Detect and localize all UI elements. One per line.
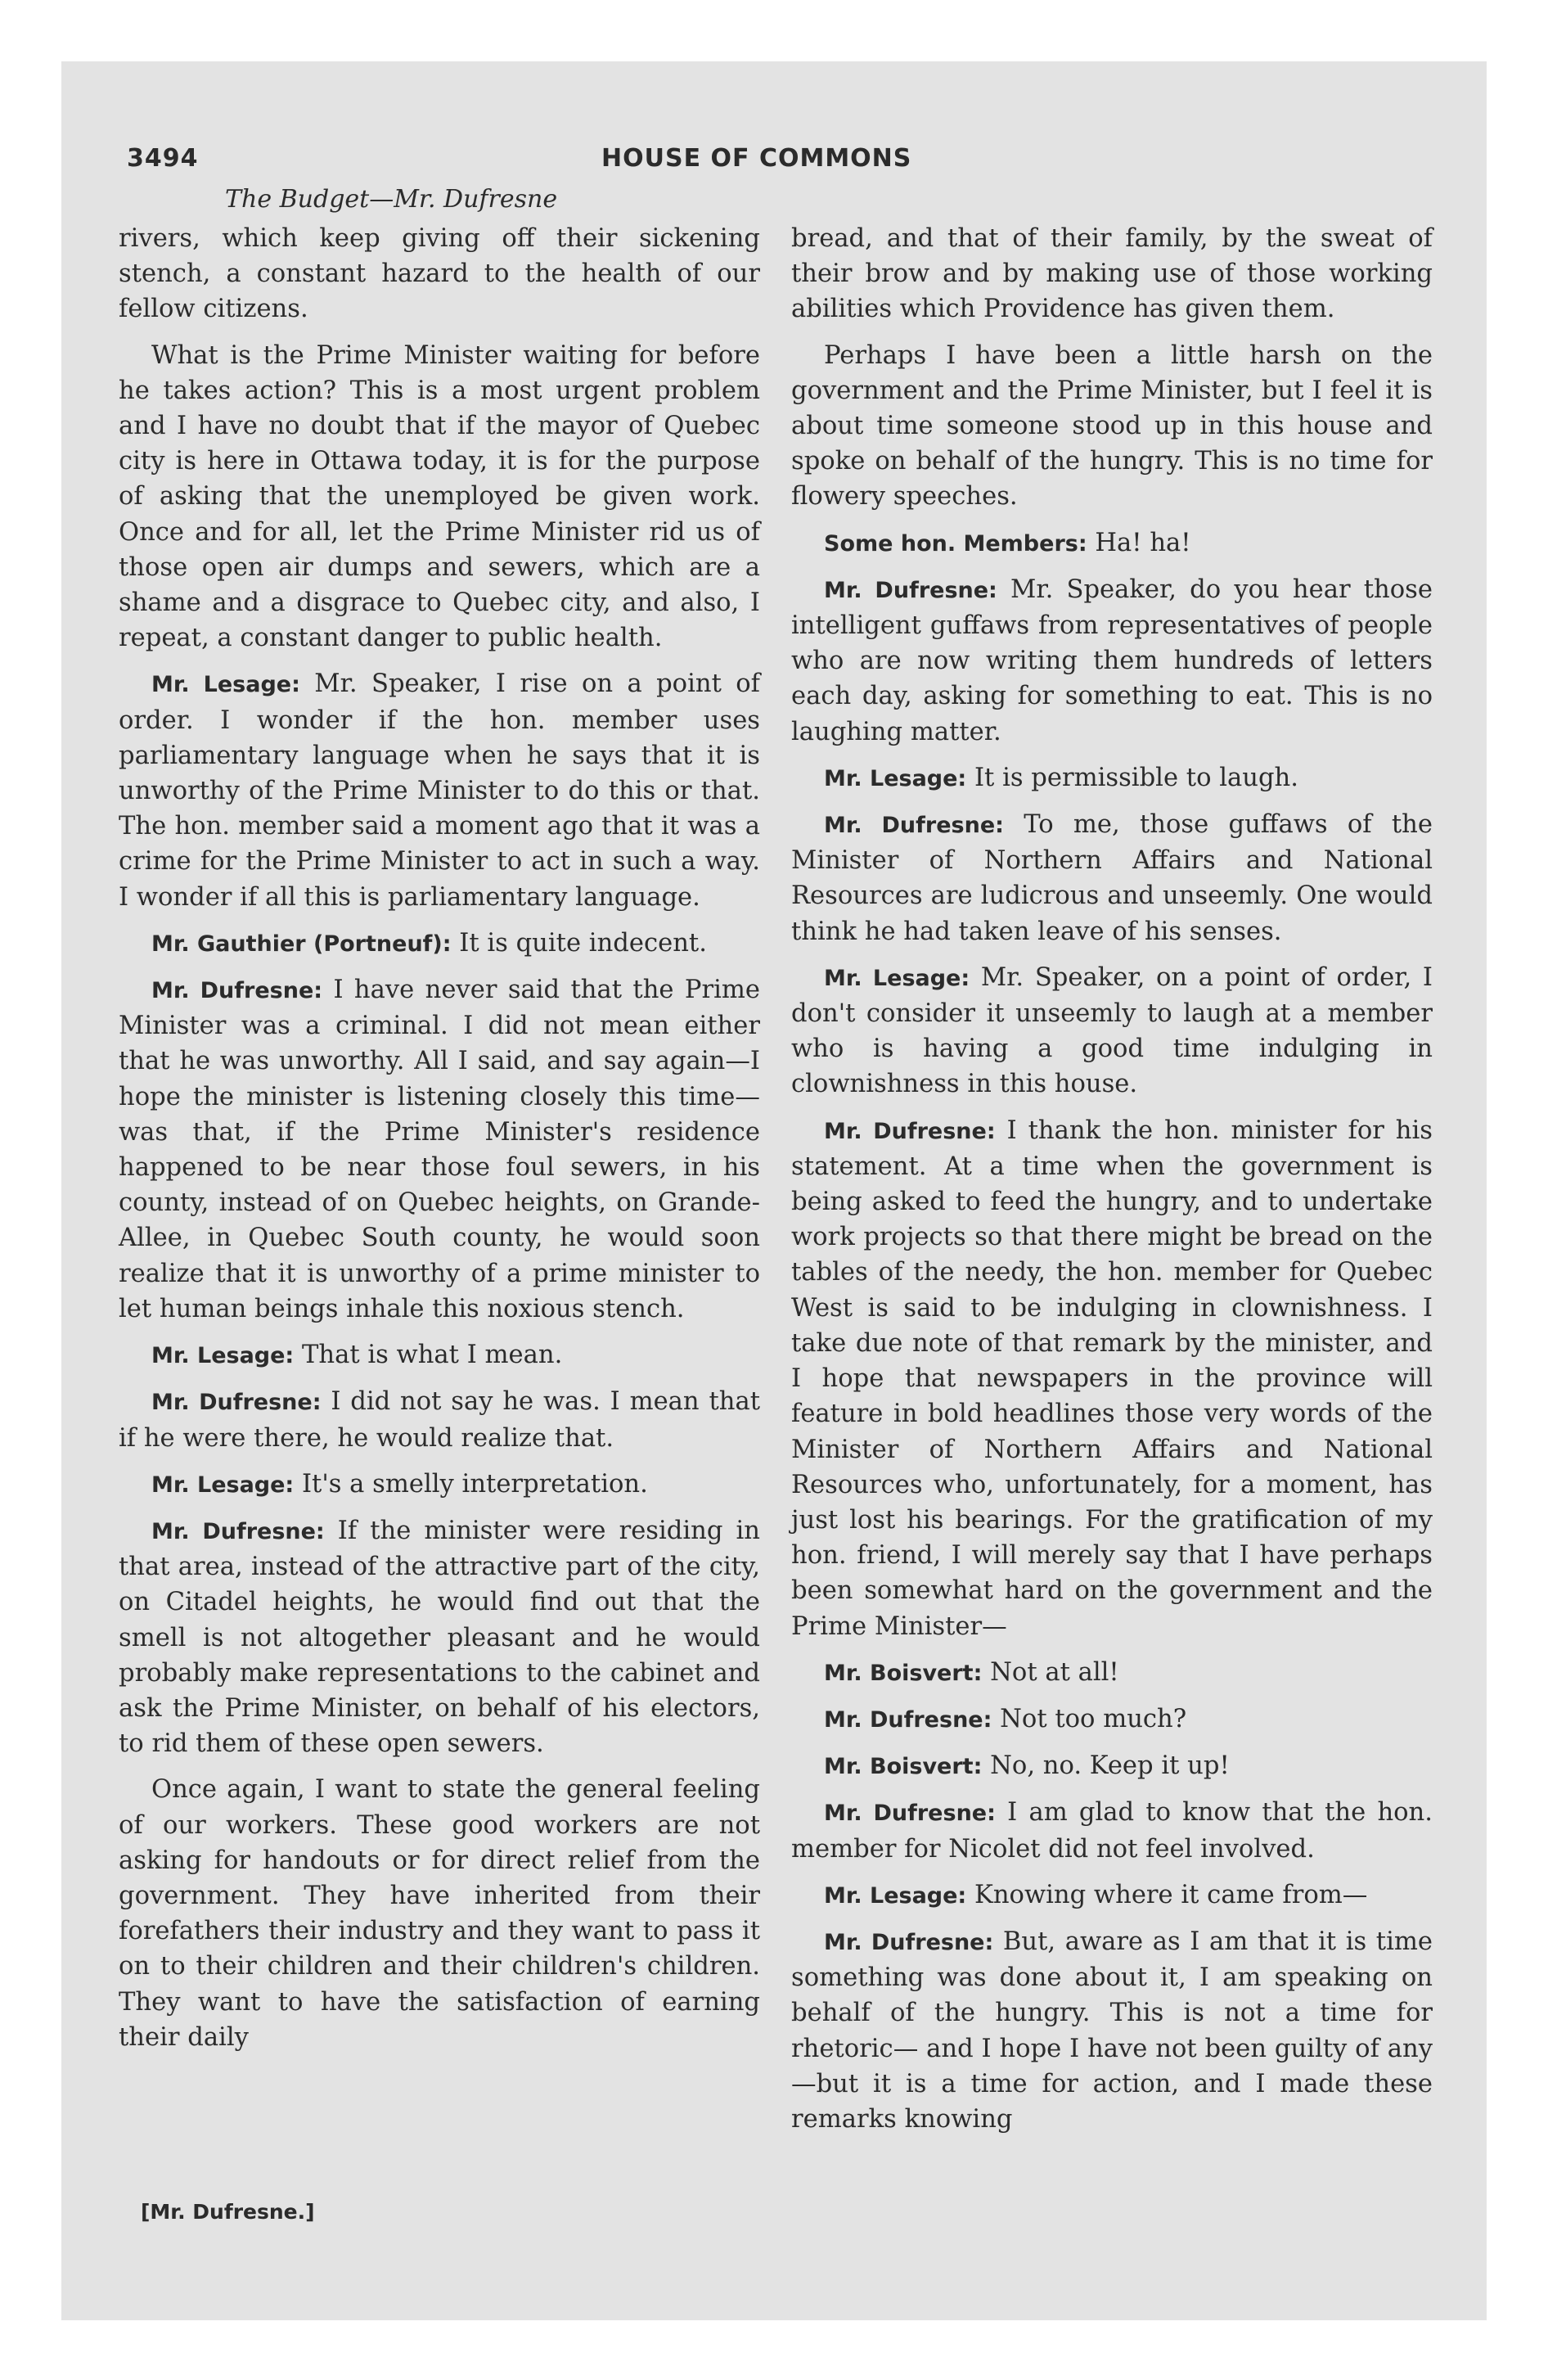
paragraph-text: It is quite indecent. (459, 928, 707, 958)
paragraph (119, 338, 760, 656)
speaker-name: Mr. Dufresne: (824, 1118, 996, 1144)
paragraph-text: Once again, I want to state the general feeling of our workers. These good workers are not asking for handouts or for direct relief from the government. They have inherited from their forefathers their industry and they want to pass it on to their children and their children's children. They want to have the satisfaction of earning their daily (119, 1775, 760, 2052)
paragraph (791, 338, 1433, 515)
paragraph (119, 1467, 760, 1503)
right-column (791, 221, 1433, 2148)
paragraph (791, 807, 1433, 949)
paragraph-text: That is what I mean. (301, 1341, 563, 1370)
paragraph-text: I am glad to know that the hon. member for Nicolet did not feel involved. (791, 1798, 1433, 1864)
paragraph (119, 221, 760, 327)
paragraph (119, 926, 760, 962)
paragraph (791, 1655, 1433, 1691)
speaker-name: Mr. Lesage: (151, 1472, 295, 1498)
paragraph-text: rivers, which keep giving off their sickening stench, a constant hazard to the health of our fellow citizens. (119, 224, 760, 324)
paragraph (791, 960, 1433, 1102)
paragraph (119, 1513, 760, 1761)
paragraph (791, 572, 1433, 750)
paragraph (119, 1772, 760, 2055)
paragraph (791, 1748, 1433, 1784)
paragraph-text: bread, and that of their family, by the sweat of their brow and by making use of those working abilities which Providence has given them. (791, 224, 1433, 324)
running-subtitle: The Budget—Mr. Dufresne (225, 185, 558, 214)
paragraph-text: Ha! ha! (1095, 528, 1191, 557)
paragraph-text: Mr. Speaker, do you hear those intelligent guffaws from representatives of people who are now writing them hundreds of letters each day, asking for something to eat. This is no laughing matter. (791, 575, 1433, 746)
paragraph-text: Not too much? (1000, 1704, 1187, 1733)
speaker-name: Mr. Lesage: (824, 765, 967, 791)
speaker-name: Mr. Lesage: (824, 965, 970, 991)
paragraph-text: No, no. Keep it up! (990, 1751, 1230, 1781)
speaker-name: Mr. Lesage: (151, 1343, 295, 1369)
speaker-name: Some hon. Members: (824, 530, 1087, 557)
paragraph (119, 972, 760, 1327)
paragraph (119, 666, 760, 914)
speaker-name: Mr. Boisvert: (824, 1660, 983, 1686)
paragraph (791, 1113, 1433, 1644)
speaker-name: Mr. Dufresne: (824, 1706, 992, 1733)
speaker-name: Mr. Dufresne: (151, 978, 323, 1004)
speaker-name: Mr. Dufresne: (824, 577, 997, 603)
paragraph (791, 221, 1433, 327)
paragraph (791, 1877, 1433, 1913)
paragraph-text: But, aware as I am that it is time something was done about it, I am speaking on behalf of the hungry. This is not a time for rhetoric— and I hope I have not been guilty of any—but it is a time for action, and I made these remarks knowing (791, 1927, 1433, 2134)
paragraph-text: Perhaps I have been a little harsh on the government and the Prime Minister, but I feel it is about time someone stood up in this house and spoke on behalf of the hungry. This is no time for flowery speeches. (791, 340, 1433, 512)
paragraph (791, 525, 1433, 561)
paragraph-text: Mr. Speaker, I rise on a point of order. I wonder if the hon. member uses parliamentary language when he says that it is unworthy of the Prime Minister to do this or that. The hon. member said a moment ago that it was a crime for the Prime Minister to act in such a way. I wonder if all this is parliamentary language. (119, 669, 760, 912)
footer-attribution: [Mr. Dufresne.] (141, 2200, 315, 2224)
paragraph-text: Mr. Speaker, on a point of order, I don't consider it unseemly to laugh at a member who is having a good time indulging in clownishness in this house. (791, 962, 1433, 1099)
paragraph-text: What is the Prime Minister waiting for before he takes action? This is a most urgent problem and I have no doubt that if the mayor of Quebec city is here in Ottawa today, it is for the purpose of asking that the unemployed be given work. Once and for all, let the Prime Minister rid us of those open air dumps and sewers, which are a shame and a disgrace to Quebec city, and also, I repeat, a constant danger to public health. (119, 340, 760, 653)
paragraph-text: It's a smelly interpretation. (301, 1469, 648, 1499)
paragraph-text: To me, those guffaws of the Minister of Northern Affairs and National Resources are ludicrous and unseemly. One would think he had taken leave of his senses. (791, 810, 1433, 946)
running-header: HOUSE OF COMMONS (601, 144, 912, 173)
paragraph (119, 1337, 760, 1373)
paragraph (791, 1795, 1433, 1866)
speaker-name: Mr. Dufresne: (151, 1518, 325, 1544)
paragraph-text: If the minister were residing in that area, instead of the attractive part of the city, on Citadel heights, he would find out that the smell is not altogether pleasant and he would probably make representations to the cabinet and ask the Prime Minister, on behalf of his electors, to rid them of these open sewers. (119, 1516, 760, 1759)
paragraph-text: Not at all! (990, 1657, 1119, 1687)
paragraph (119, 1384, 760, 1455)
page-number: 3494 (127, 144, 199, 173)
speaker-name: Mr. Lesage: (151, 672, 300, 698)
paragraph-text: I did not say he was. I mean that if he were there, he would realize that. (119, 1387, 760, 1453)
left-column (119, 221, 760, 2066)
speaker-name: Mr. Gauthier (Portneuf): (151, 931, 452, 957)
speaker-name: Mr. Lesage: (824, 1882, 967, 1909)
paragraph (791, 1702, 1433, 1738)
paragraph-text: Knowing where it came from— (974, 1880, 1368, 1909)
paragraph (791, 1924, 1433, 2137)
speaker-name: Mr. Dufresne: (824, 1801, 996, 1827)
paragraph-text: It is permissible to laugh. (974, 763, 1298, 792)
speaker-name: Mr. Dufresne: (151, 1390, 322, 1416)
speaker-name: Mr. Dufresne: (824, 813, 1004, 839)
speaker-name: Mr. Dufresne: (824, 1929, 994, 1955)
paragraph (791, 760, 1433, 796)
speaker-name: Mr. Boisvert: (824, 1754, 983, 1780)
paragraph-text: I have never said that the Prime Minister was a criminal. I did not mean either that he was unworthy. All I said, and say again—I hope the minister is listening closely this time—was that, if the Prime Minister's residence happened to be near those foul sewers, in his county, instead of on Quebec heights, on Grande-Allee, in Quebec South county, he would soon realize that it is unworthy of a prime minister to let human beings inhale this noxious stench. (119, 976, 760, 1323)
paragraph-text: I thank the hon. minister for his statement. At a time when the government is being asked to feed the hungry, and to undertake work projects so that there might be bread on the tables of the needy, the hon. member for Quebec West is said to be indulging in clownishness. I take due note of that remark by the minister, and I hope that newspapers in the province will feature in bold headlines those very words of the Minister of Northern Affairs and National Resources who, unfortunately, for a moment, has just lost his bearings. For the gratification of my hon. friend, I will merely say that I have perhaps been somewhat hard on the government and the Prime Minister— (791, 1116, 1433, 1641)
